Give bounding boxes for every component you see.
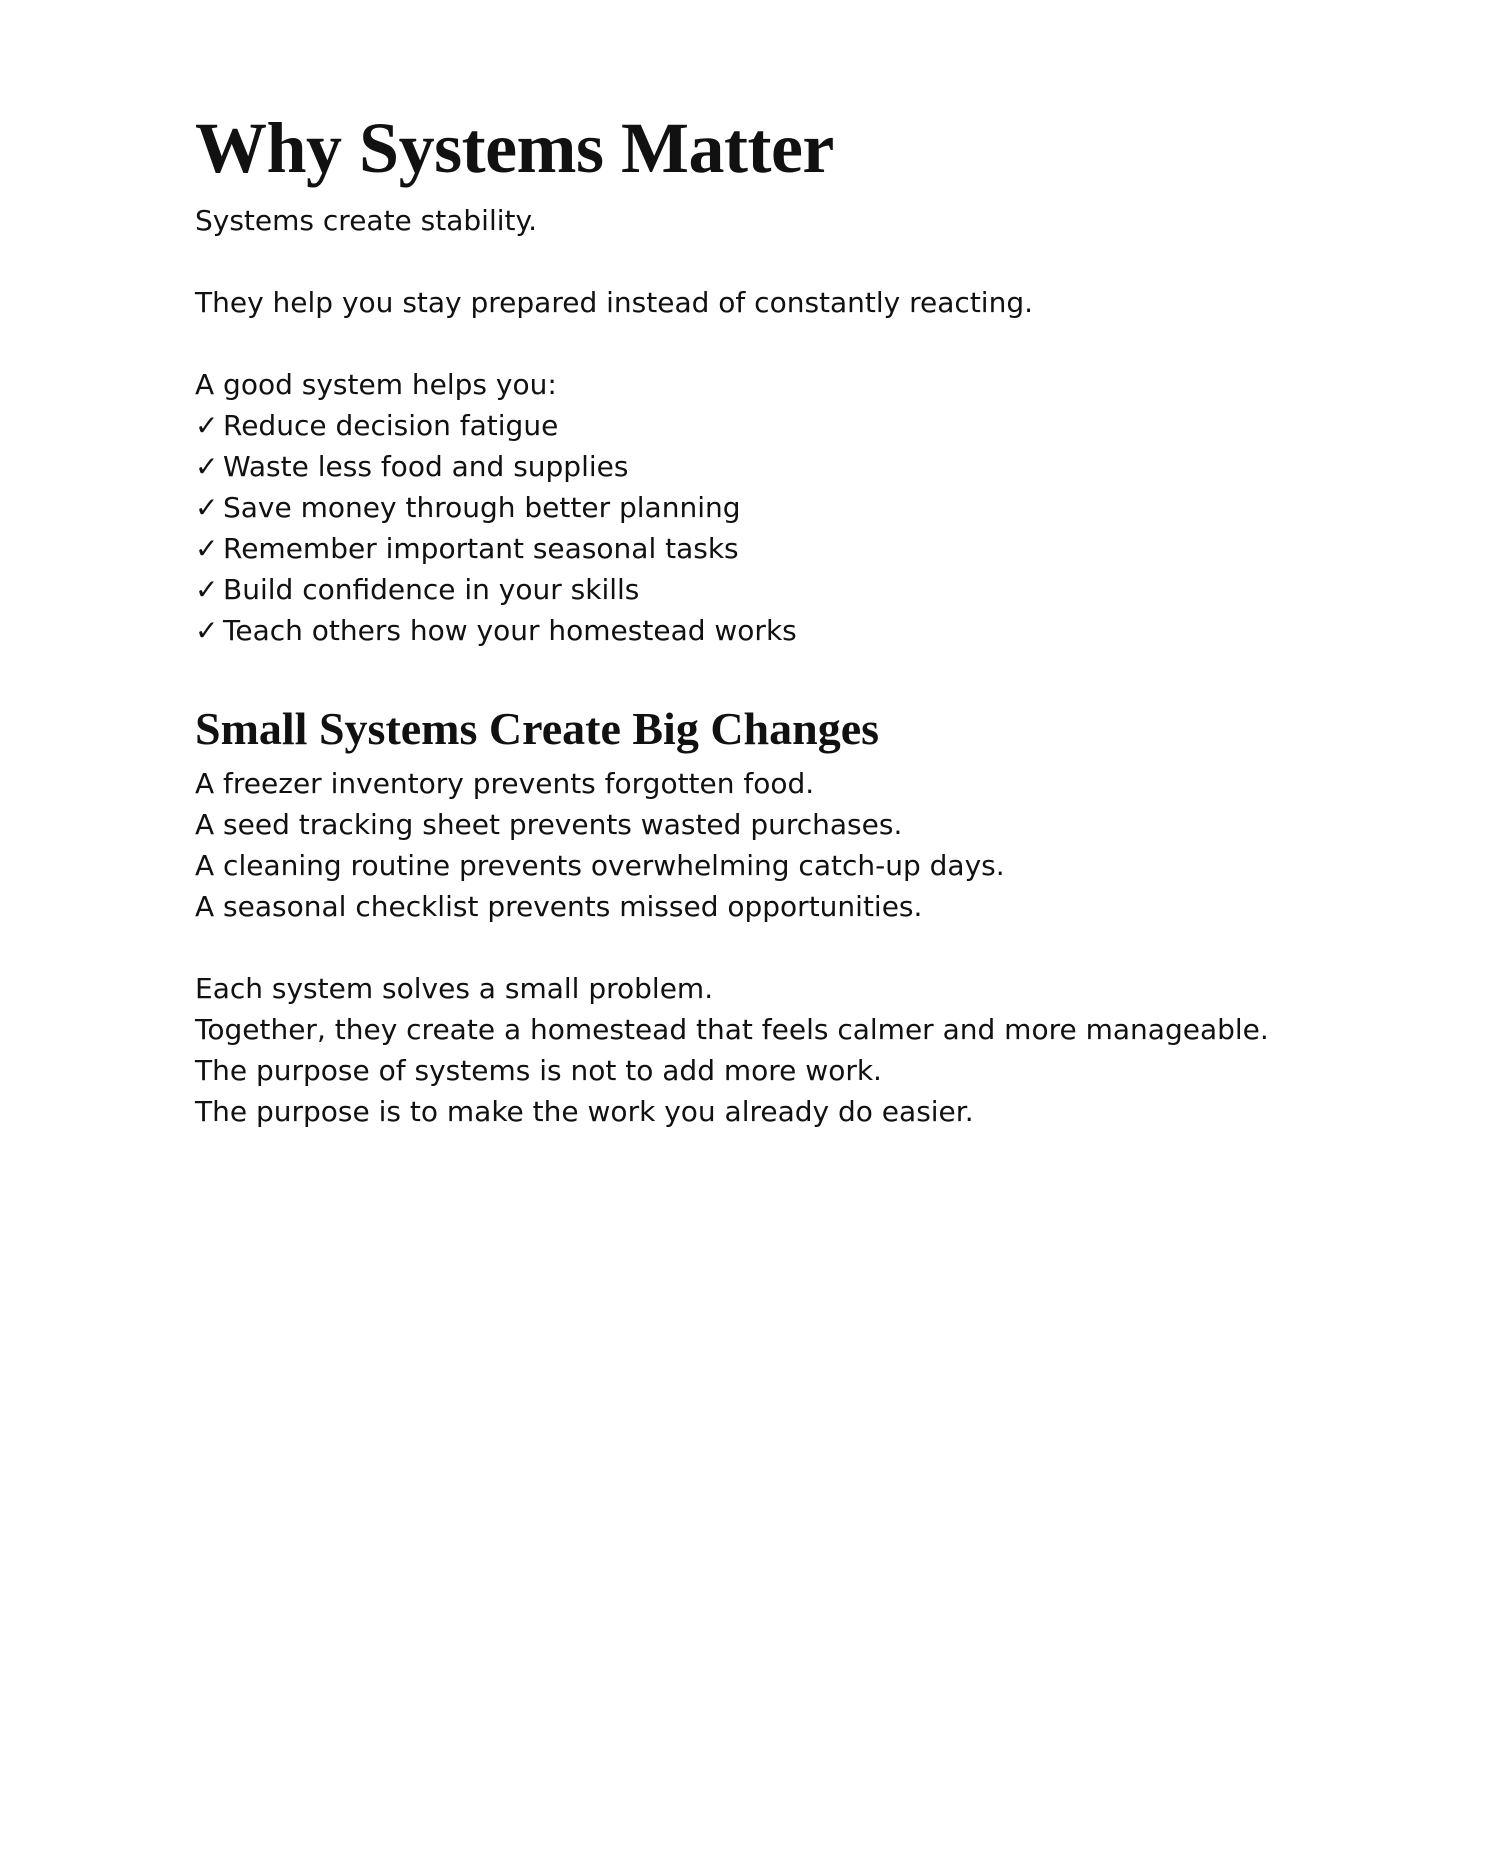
checklist-item-label: Waste less food and supplies	[223, 450, 629, 483]
example-line: A seasonal checklist prevents missed opportunities.	[195, 890, 923, 923]
checklist-item	[195, 487, 1375, 528]
checklist-item-label: Reduce decision fatigue	[223, 409, 559, 442]
section-heading: Small Systems Create Big Changes	[195, 703, 880, 754]
closing-line: The purpose is to make the work you already do easier.	[195, 1095, 974, 1128]
paragraph-line: They help you stay prepared instead of constantly reacting.	[195, 286, 1034, 319]
section-why-systems-body	[195, 200, 1375, 651]
checklist-item	[195, 569, 1375, 610]
checkmark-icon: ✓	[195, 573, 219, 606]
checklist-item	[195, 528, 1375, 569]
checkmark-icon: ✓	[195, 450, 219, 483]
checkmark-icon: ✓	[195, 614, 219, 647]
paragraph-spacer	[195, 241, 1375, 282]
example-line: A seed tracking sheet prevents wasted purchases.	[195, 808, 903, 841]
list-lead: A good system helps you:	[195, 368, 557, 401]
closing-line: The purpose of systems is not to add more work.	[195, 1054, 882, 1087]
checklist-item-label: Remember important seasonal tasks	[223, 532, 739, 565]
closing-line: Together, they create a homestead that feels calmer and more manageable.	[195, 1013, 1269, 1046]
checklist-item	[195, 446, 1375, 487]
paragraph-spacer	[195, 927, 1375, 968]
checklist-item-label: Save money through better planning	[223, 491, 741, 524]
checklist-item-label: Teach others how your homestead works	[223, 614, 797, 647]
page-content	[195, 108, 1375, 1132]
example-line: A freezer inventory prevents forgotten food.	[195, 767, 815, 800]
checklist-item-label: Build confidence in your skills	[223, 573, 640, 606]
example-line: A cleaning routine prevents overwhelming catch-up days.	[195, 849, 1005, 882]
intro-line: Systems create stability.	[195, 204, 537, 237]
closing-line: Each system solves a small problem.	[195, 972, 714, 1005]
checkmark-icon: ✓	[195, 491, 219, 524]
page-title: Why Systems Matter	[195, 108, 834, 188]
benefits-checklist	[195, 405, 1375, 651]
section-small-systems	[195, 703, 1375, 1132]
checkmark-icon: ✓	[195, 409, 219, 442]
section-small-systems-body	[195, 763, 1375, 1132]
paragraph-spacer	[195, 323, 1375, 364]
checkmark-icon: ✓	[195, 532, 219, 565]
checklist-item	[195, 405, 1375, 446]
checklist-item	[195, 610, 1375, 651]
